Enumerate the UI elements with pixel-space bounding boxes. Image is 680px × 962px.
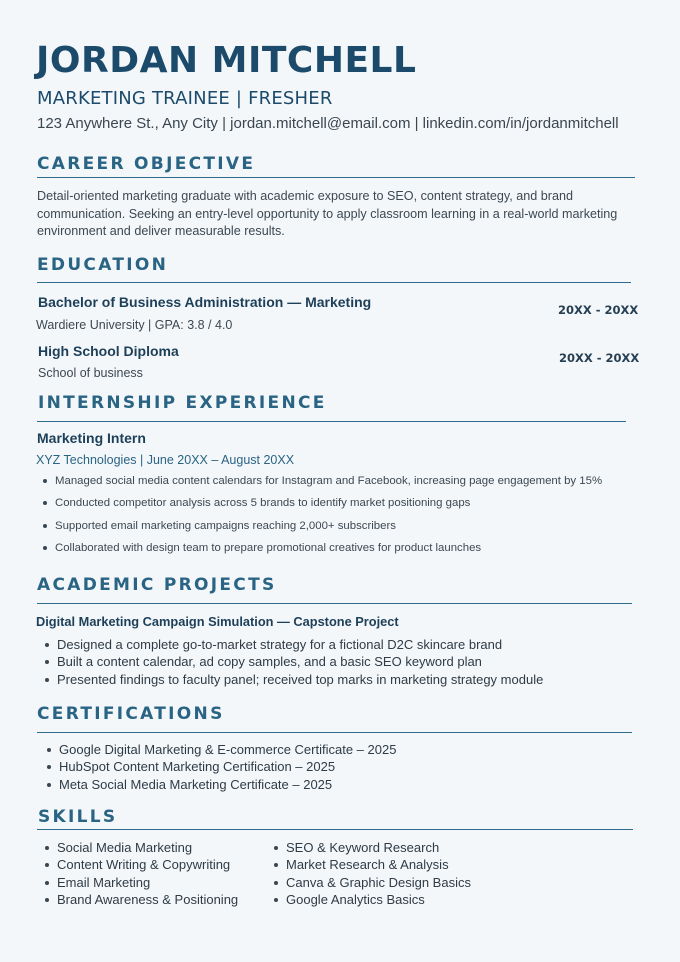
- project-bullets: [39, 637, 543, 689]
- section-divider: [37, 603, 632, 604]
- list-item: SEO & Keyword Research: [268, 840, 471, 857]
- skills-list-right: [268, 840, 471, 909]
- list-item: Canva & Graphic Design Basics: [268, 875, 471, 892]
- list-item: Google Analytics Basics: [268, 892, 471, 909]
- education-degree: Bachelor of Business Administration — Marketing: [38, 294, 372, 310]
- section-divider: [37, 421, 626, 422]
- internship-bullets: [37, 474, 602, 563]
- list-item: Conducted competitor analysis across 5 brands to identify market positioning gaps: [37, 496, 602, 518]
- certification-list: [41, 742, 396, 794]
- list-item: Presented findings to faculty panel; received top marks in marketing strategy module: [39, 672, 543, 689]
- list-item: Google Digital Marketing & E-commerce Certificate – 2025: [41, 742, 396, 759]
- list-item: HubSpot Content Marketing Certification – 2025: [41, 759, 396, 776]
- contact-info: 123 Anywhere St., Any City | jordan.mitchell@email.com | linkedin.com/in/jordanmitchell: [37, 115, 619, 132]
- list-item: Built a content calendar, ad copy samples, and a basic SEO keyword plan: [39, 654, 543, 671]
- list-item: Market Research & Analysis: [268, 857, 471, 874]
- section-heading-skills: SKILLS: [38, 807, 118, 827]
- candidate-name: JORDAN MITCHELL: [36, 40, 417, 81]
- list-item: Meta Social Media Marketing Certificate – 2025: [41, 777, 396, 794]
- education-dates: 20XX - 20XX: [559, 351, 640, 365]
- skills-list-left: [39, 840, 238, 909]
- section-heading-education: EDUCATION: [37, 255, 169, 275]
- education-degree: High School Diploma: [38, 343, 179, 359]
- list-item: Designed a complete go-to-market strategy for a fictional D2C skincare brand: [39, 637, 543, 654]
- list-item: Social Media Marketing: [39, 840, 238, 857]
- list-item: Supported email marketing campaigns reaching 2,000+ subscribers: [37, 519, 602, 541]
- internship-company: XYZ Technologies | June 20XX – August 20XX: [36, 453, 295, 467]
- objective-text: Detail-oriented marketing graduate with academic exposure to SEO, content strategy, and brand communication. Seeking an entry-level opportunity to apply classroom learning in a real-world marketing environment and deliver measurable results.: [37, 189, 618, 238]
- project-title: Digital Marketing Campaign Simulation — Capstone Project: [36, 614, 399, 629]
- section-heading-internship: INTERNSHIP EXPERIENCE: [38, 393, 327, 413]
- section-divider: [37, 732, 632, 733]
- education-school: School of business: [38, 366, 143, 380]
- list-item: Email Marketing: [39, 875, 238, 892]
- education-school: Wardiere University | GPA: 3.8 / 4.0: [36, 318, 233, 332]
- list-item: Content Writing & Copywriting: [39, 857, 238, 874]
- section-divider: [37, 829, 633, 830]
- internship-role: Marketing Intern: [37, 430, 146, 446]
- section-heading-projects: ACADEMIC PROJECTS: [37, 575, 277, 595]
- list-item: Brand Awareness & Positioning: [39, 892, 238, 909]
- section-divider: [37, 177, 635, 178]
- list-item: Managed social media content calendars for Instagram and Facebook, increasing page engagement by 15%: [37, 474, 602, 496]
- education-dates: 20XX - 20XX: [558, 303, 639, 317]
- section-heading-certifications: CERTIFICATIONS: [37, 704, 225, 724]
- section-divider: [37, 282, 631, 283]
- list-item: Collaborated with design team to prepare promotional creatives for product launches: [37, 541, 602, 563]
- job-title: MARKETING TRAINEE | FRESHER: [37, 88, 333, 109]
- section-heading-objective: CAREER OBJECTIVE: [37, 154, 256, 174]
